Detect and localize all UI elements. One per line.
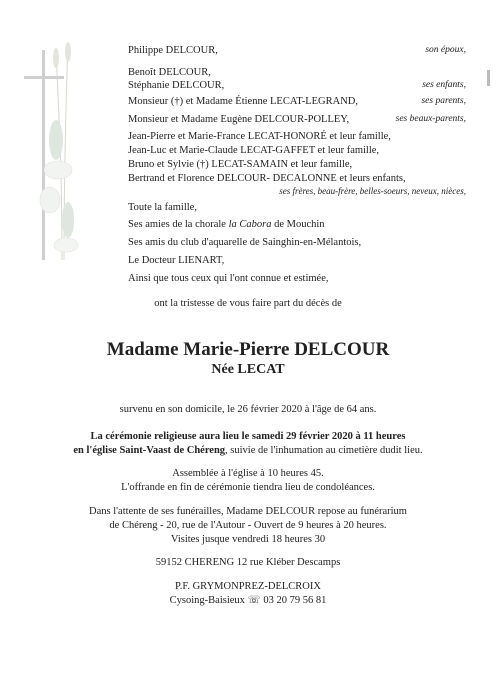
tristesse-line: ont la tristesse de vous faire part du décès de xyxy=(154,298,342,309)
family-row xyxy=(128,130,466,143)
family-relation: ses beaux-parents, xyxy=(395,114,466,124)
family-name: Monsieur et Madame Eugène DELCOUR-POLLEY, xyxy=(128,114,350,125)
family-row xyxy=(128,66,466,79)
ainsi-line: Ainsi que tous ceux qui l'ont connue et estimée, xyxy=(128,273,329,284)
family-name: Bruno et Sylvie (†) LECAT-SAMAIN et leur famille, xyxy=(128,159,353,170)
family-row xyxy=(128,113,466,126)
family-name: Bertrand et Florence DELCOUR- DECALONNE et leurs enfants, xyxy=(128,173,406,184)
lily-leaf xyxy=(62,202,74,238)
scan-edge-mark xyxy=(487,70,490,86)
wheat-ear xyxy=(65,42,71,62)
ceremony-line-1: La cérémonie religieuse aura lieu le samedi 29 février 2020 à 11 heures xyxy=(90,431,406,442)
siblings-relation: ses frères, beau-frère, belles-soeurs, neveux, nièces, xyxy=(279,186,466,196)
assemblee-line-2: L'offrande en fin de cérémonie tiendra lieu de condoléances. xyxy=(121,482,375,493)
funerarium-line-3: Visites jusque vendredi 18 heures 30 xyxy=(170,534,326,545)
family-row xyxy=(128,79,466,92)
family-name: Jean-Luc et Marie-Claude LECAT-GAFFET et leur famille, xyxy=(128,145,380,156)
lily-leaf xyxy=(49,120,63,160)
church-name: en l'église Saint-Vaast de Chéreng xyxy=(73,445,226,456)
address-line: 59152 CHERENG 12 rue Kléber Descamps xyxy=(155,557,341,568)
family-relation: son époux, xyxy=(425,45,466,55)
funeral-director-phone: 03 20 79 56 81 xyxy=(263,595,327,606)
family-name: Philippe DELCOUR, xyxy=(128,45,218,56)
wheat-ear xyxy=(53,48,59,68)
deceased-name: Madame Marie-Pierre DELCOUR xyxy=(106,339,390,360)
toute-la-famille: Toute la famille, xyxy=(128,202,197,213)
family-name: Stéphanie DELCOUR, xyxy=(128,80,225,91)
funeral-director-name: P.F. GRYMONPREZ-DELCROIX xyxy=(175,581,321,592)
funerarium-line-2: de Chéreng - 20, rue de l'Autour - Ouvert de 9 heures à 20 heures. xyxy=(109,520,387,531)
phone-icon: ☏ xyxy=(247,595,261,606)
family-row xyxy=(128,158,466,171)
family-name: Benoît DELCOUR, xyxy=(128,67,211,78)
funeral-director-location: Cysoing-Baisieux xyxy=(169,595,245,606)
cross-vertical xyxy=(42,50,45,260)
cross-lily-illustration xyxy=(18,40,98,270)
chorale-line: Ses amies de la chorale la Cabora de Mouchin xyxy=(128,219,325,230)
cross-horizontal xyxy=(24,76,64,79)
family-relation: ses parents, xyxy=(421,96,466,106)
ceremony-line-2: en l'église Saint-Vaast de Chéreng, suivie de l'inhumation au cimetière dudit lieu. xyxy=(73,445,423,456)
funerarium-line-1: Dans l'attente de ses funérailles, Madame DELCOUR repose au funérarium xyxy=(89,506,407,517)
club-line: Ses amis du club d'aquarelle de Sainghin-en-Mélantois, xyxy=(128,237,362,248)
family-row xyxy=(128,95,466,108)
lily-flower xyxy=(40,187,60,213)
chorale-name: la Cabora xyxy=(228,219,272,230)
family-relation: ses enfants, xyxy=(422,80,466,90)
lily-flower xyxy=(44,161,72,179)
family-row xyxy=(128,44,466,57)
deceased-maiden-name: Née LECAT xyxy=(211,362,285,377)
family-name: Jean-Pierre et Marie-France LECAT-HONORÉ et leur famille, xyxy=(128,131,391,142)
docteur-line: Le Docteur LIENART, xyxy=(128,255,225,266)
family-row xyxy=(128,172,466,185)
survenu-line: survenu en son domicile, le 26 février 2020 à l'âge de 64 ans. xyxy=(119,404,377,415)
funeral-director-contact xyxy=(0,594,496,607)
assemblee-line-1: Assemblée à l'église à 10 heures 45. xyxy=(172,468,324,479)
family-row xyxy=(128,144,466,157)
family-name: Monsieur (†) et Madame Étienne LECAT-LEGRAND, xyxy=(128,96,358,107)
lily-flower xyxy=(54,238,78,252)
